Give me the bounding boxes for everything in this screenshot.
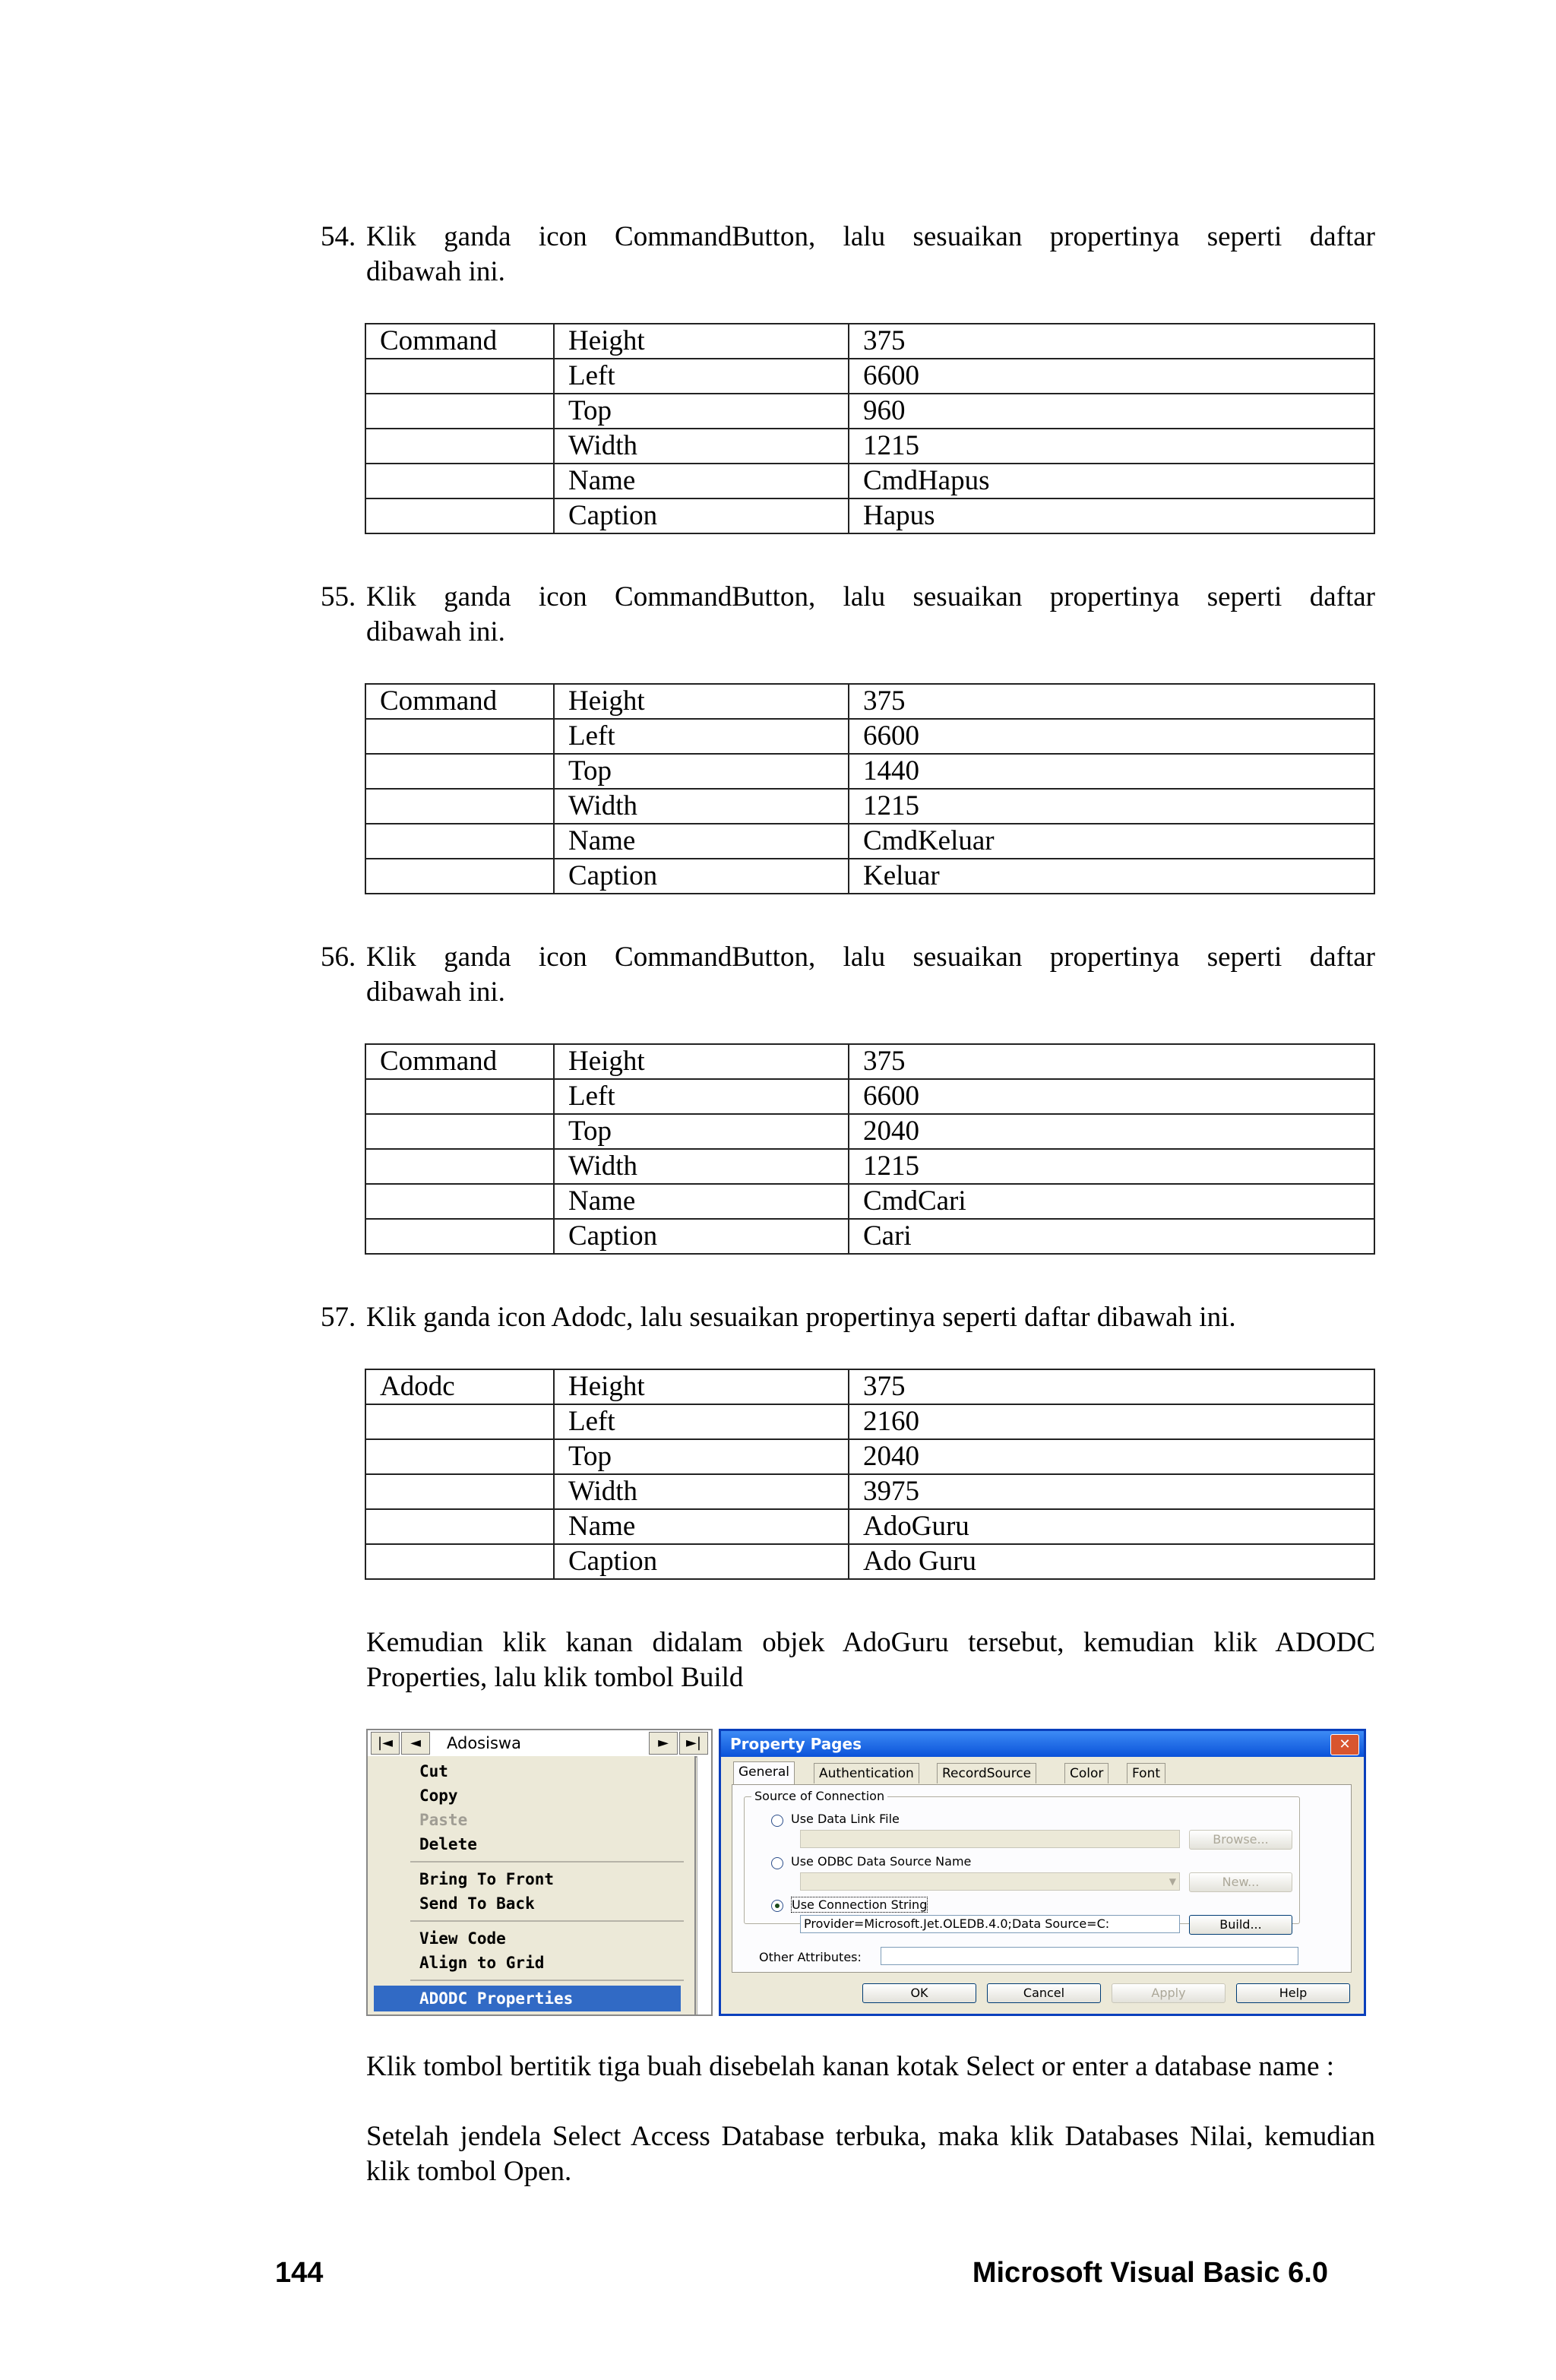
object-cell: Command xyxy=(365,684,554,719)
menu-item-send-to-back[interactable]: Send To Back xyxy=(419,1894,535,1913)
object-cell: Command xyxy=(365,1044,554,1079)
property-cell: Caption xyxy=(554,1219,849,1254)
value-cell: 3975 xyxy=(849,1474,1374,1509)
property-cell: Height xyxy=(554,684,849,719)
other-attributes-label: Other Attributes: xyxy=(759,1950,862,1964)
new-button[interactable]: New... xyxy=(1189,1872,1292,1892)
apply-button[interactable]: Apply xyxy=(1112,1983,1226,2003)
property-cell: Name xyxy=(554,1509,849,1544)
property-cell: Top xyxy=(554,394,849,429)
property-cell: Height xyxy=(554,1044,849,1079)
value-cell: 1215 xyxy=(849,1149,1374,1184)
value-cell: CmdCari xyxy=(849,1184,1374,1219)
connection-string-field[interactable]: Provider=Microsoft.Jet.OLEDB.4.0;Data Source=C: xyxy=(800,1915,1180,1933)
instruction-paragraph-2: Klik tombol bertitik tiga buah disebelah kanan kotak Select or enter a database name : xyxy=(366,2051,1335,2082)
value-cell: 375 xyxy=(849,1369,1374,1404)
value-cell: 1215 xyxy=(849,789,1374,824)
tab-general[interactable]: General xyxy=(733,1761,795,1785)
context-menu xyxy=(368,1756,696,2014)
step-text-cont: dibawah ini. xyxy=(366,616,505,647)
value-cell: Hapus xyxy=(849,498,1374,533)
instruction-paragraph-1: Kemudian klik kanan didalam objek AdoGuru tersebut, kemudian klik ADODC Properties, lalu klik tombol Build xyxy=(366,1627,1375,1693)
menu-item-delete[interactable]: Delete xyxy=(419,1835,477,1853)
next-record-icon[interactable]: ► xyxy=(649,1732,678,1755)
build-button[interactable]: Build... xyxy=(1189,1915,1292,1935)
value-cell: 1440 xyxy=(849,754,1374,789)
menu-separator xyxy=(410,1920,684,1922)
step-text: Klik ganda icon Adodc, lalu sesuaikan propertinya seperti daftar dibawah ini. xyxy=(366,1302,1236,1333)
properties-table-cmdhapus xyxy=(365,323,1375,534)
property-cell: Caption xyxy=(554,498,849,533)
value-cell: 375 xyxy=(849,1044,1374,1079)
value-cell: Keluar xyxy=(849,859,1374,894)
value-cell: AdoGuru xyxy=(849,1509,1374,1544)
property-cell: Width xyxy=(554,1149,849,1184)
tab-recordsource[interactable]: RecordSource xyxy=(937,1763,1036,1783)
step-text: Klik ganda icon CommandButton, lalu sesuaikan propertinya seperti daftar xyxy=(366,581,1375,612)
property-cell: Name xyxy=(554,1184,849,1219)
step-number: 57. xyxy=(321,1302,356,1333)
property-cell: Left xyxy=(554,719,849,754)
property-cell: Height xyxy=(554,1369,849,1404)
value-cell: 1215 xyxy=(849,429,1374,464)
help-button[interactable]: Help xyxy=(1236,1983,1350,2003)
tab-color[interactable]: Color xyxy=(1064,1763,1108,1783)
value-cell: 6600 xyxy=(849,1079,1374,1114)
value-cell: 6600 xyxy=(849,359,1374,394)
close-icon[interactable]: ✕ xyxy=(1330,1734,1359,1755)
menu-item-bring-to-front[interactable]: Bring To Front xyxy=(419,1870,555,1888)
menu-item-view-code[interactable]: View Code xyxy=(419,1929,506,1948)
property-cell: Width xyxy=(554,1474,849,1509)
property-cell: Top xyxy=(554,1114,849,1149)
value-cell: 2040 xyxy=(849,1439,1374,1474)
step-number: 54. xyxy=(321,221,356,252)
step-number: 55. xyxy=(321,581,356,612)
value-cell: CmdKeluar xyxy=(849,824,1374,859)
value-cell: Cari xyxy=(849,1219,1374,1254)
value-cell: 2160 xyxy=(849,1404,1374,1439)
book-title: Microsoft Visual Basic 6.0 xyxy=(972,2257,1328,2289)
radio-label: Use ODBC Data Source Name xyxy=(791,1854,972,1869)
menu-item-align-to-grid[interactable]: Align to Grid xyxy=(419,1954,545,1972)
other-attributes-field[interactable] xyxy=(881,1947,1298,1965)
menu-item-paste[interactable]: Paste xyxy=(419,1811,468,1829)
value-cell: 960 xyxy=(849,394,1374,429)
properties-table-cmdkeluar xyxy=(365,683,1375,894)
radio-connection-string[interactable] xyxy=(771,1900,783,1912)
menu-item-adodc-properties[interactable]: ADODC Properties xyxy=(374,1986,681,2011)
property-pages-dialog xyxy=(719,1729,1366,2016)
instruction-paragraph-3: Setelah jendela Select Access Database terbuka, maka klik Databases Nilai, kemudian klik tombol Open. xyxy=(366,2121,1375,2187)
property-cell: Top xyxy=(554,1439,849,1474)
group-label: Source of Connection xyxy=(751,1789,887,1803)
radio-data-link-file[interactable] xyxy=(771,1815,783,1827)
value-cell: 375 xyxy=(849,684,1374,719)
step-text: Klik ganda icon CommandButton, lalu sesuaikan propertinya seperti daftar xyxy=(366,942,1375,973)
radio-odbc[interactable] xyxy=(771,1857,783,1869)
property-cell: Width xyxy=(554,429,849,464)
property-cell: Top xyxy=(554,754,849,789)
step-text: Klik ganda icon CommandButton, lalu sesuaikan propertinya seperti daftar xyxy=(366,221,1375,252)
property-cell: Name xyxy=(554,824,849,859)
properties-table-cmdcari xyxy=(365,1043,1375,1255)
cancel-button[interactable]: Cancel xyxy=(987,1983,1101,2003)
menu-item-copy[interactable]: Copy xyxy=(419,1787,458,1805)
context-menu-screenshot xyxy=(366,1729,713,2016)
property-cell: Left xyxy=(554,1404,849,1439)
value-cell: 6600 xyxy=(849,719,1374,754)
step-number: 56. xyxy=(321,942,356,973)
radio-label: Use Data Link File xyxy=(791,1812,900,1826)
previous-record-icon[interactable]: ◄ xyxy=(401,1732,430,1755)
property-cell: Height xyxy=(554,324,849,359)
menu-separator xyxy=(410,1980,684,1981)
adodc-nav-bar xyxy=(368,1730,711,1758)
data-link-file-field[interactable] xyxy=(800,1830,1180,1848)
menu-item-cut[interactable]: Cut xyxy=(419,1762,448,1780)
chevron-down-icon: ▼ xyxy=(1169,1876,1176,1887)
first-record-icon[interactable]: |◄ xyxy=(371,1732,400,1755)
last-record-icon[interactable]: ►| xyxy=(679,1732,708,1755)
step-text-cont: dibawah ini. xyxy=(366,976,505,1008)
tab-font[interactable]: Font xyxy=(1127,1763,1165,1783)
property-cell: Name xyxy=(554,464,849,498)
property-cell: Width xyxy=(554,789,849,824)
properties-table-adoguru xyxy=(365,1369,1375,1580)
radio-label: Use Connection String xyxy=(792,1897,928,1912)
step-text-cont: dibawah ini. xyxy=(366,256,505,287)
property-cell: Left xyxy=(554,359,849,394)
tab-authentication[interactable]: Authentication xyxy=(814,1763,919,1783)
property-cell: Caption xyxy=(554,859,849,894)
browse-button[interactable]: Browse... xyxy=(1189,1830,1292,1850)
ok-button[interactable]: OK xyxy=(862,1983,976,2003)
property-cell: Left xyxy=(554,1079,849,1114)
scrollbar[interactable] xyxy=(697,1756,711,2014)
odbc-dropdown[interactable] xyxy=(800,1872,1180,1891)
object-cell: Adodc xyxy=(365,1369,554,1404)
value-cell: 375 xyxy=(849,324,1374,359)
value-cell: Ado Guru xyxy=(849,1544,1374,1579)
property-cell: Caption xyxy=(554,1544,849,1579)
object-cell: Command xyxy=(365,324,554,359)
value-cell: CmdHapus xyxy=(849,464,1374,498)
page-number: 144 xyxy=(275,2257,324,2289)
value-cell: 2040 xyxy=(849,1114,1374,1149)
dialog-title: Property Pages xyxy=(730,1735,862,1753)
menu-separator xyxy=(410,1861,684,1863)
dialog-titlebar xyxy=(721,1731,1364,1757)
adodc-caption: Adosiswa xyxy=(447,1734,521,1752)
